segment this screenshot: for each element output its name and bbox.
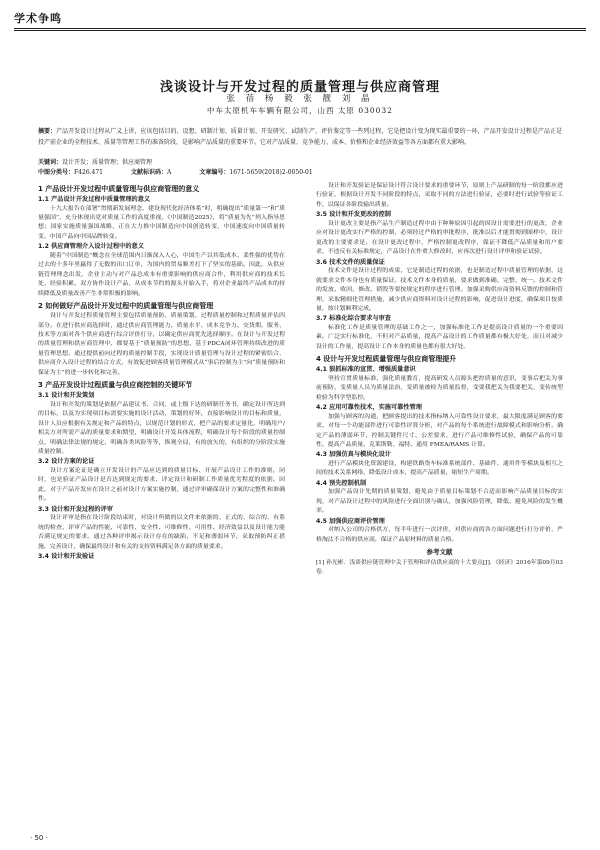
page-number: · 50 · (30, 834, 48, 842)
paragraph: 技术文件是设计过程的成果，它是制造过程的依据，也是制造过程中质量管理的依据，这就要求文件本身也有质量保证。技术文件本身的质量，要求做到准确、完整、统一。技术文件的发放、收回、修改、销毁等要按规定的程序进行管理。加强采购供应商资料反馈的控制和管理，采取精细化管理措施，减少供应商资料对设计过程的影响，促进设计进度，确保项目按质量、按计划顺利完成。 (316, 268, 563, 312)
header-rule-thin (14, 30, 586, 31)
clc-label: 中图分类号： (38, 169, 75, 176)
article-id (199, 168, 312, 178)
paragraph: 坚持宣贯质量标准，强化质量教育，提高研发人员源头把控质量的意识，变事后把关为事前预防，变质量人员为质量法治，变质量被检为质量监督，变要我把关为我要把关，变传统型检验为科学型监控。 (316, 375, 563, 401)
paragraph: 对纳入公司的合格供方，每半年进行一次评价，对供应商的各方面问题进行打分评价，严格淘汰不合格的供应商，保证产品原材料的质量合格。 (316, 527, 563, 543)
keywords-label: 关键词： (38, 159, 63, 166)
subsection-heading: 4.3 加强仿真与模块化设计 (316, 451, 391, 459)
subsection-heading: 4.2 应用可靠性技术，实施可靠性管理 (316, 404, 422, 412)
right-column (316, 182, 563, 577)
paragraph: 随着“中国制造”概念在全球范围内日渐深入人心，中国生产以其低成本、柔性强的优势在过去的十多年里赢得了无数的出口订单，为国内的贸易顺差打下了坚实的基础。因此，从供应链管理理念出发，企业主动与对产品总成本有重要影响的供应商合作，利用供应商的技术长处、经验积累，双方协作设计产品，从成本节约的源头开始入手，将对企业最终产品成本的持续降低及质量改善产生非常积极的影响。 (38, 252, 285, 297)
subsection-heading: 4.4 预先控制机制 (316, 479, 367, 487)
section-header: 学术争鸣 (14, 12, 62, 25)
paper-authors: 张 蓓 杨 毅 张 靓 刘 晶 (226, 94, 374, 104)
header-rule (14, 28, 586, 29)
paragraph: 加强产品设计先期的质量策划，避免由于质量目标策划不合适而影响产品质量目标的实现，对产品设计过程中的风险进行全面识别与确认，加强风险管理，降低、避免风险的发生概率。 (316, 489, 563, 515)
paper-title: 浅谈设计与开发过程的质量管理与供应商管理 (159, 80, 440, 95)
subsection-heading: 3.5 设计和开发更改的控制 (316, 211, 391, 219)
section-heading: 3 产品开发设计过程质量与供应商控制的关键环节 (38, 381, 193, 390)
doc-code (131, 168, 171, 178)
clc-value: F426.471 (74, 169, 103, 176)
paper-affiliation: 中车太原机车车辆有限公司，山西 太原 030032 (207, 106, 393, 115)
left-column (38, 182, 285, 562)
doc-label: 文献标识码： (131, 169, 168, 176)
reference-item: [1] 孙光彬．浅谈供应链管理中关于管理和评估供应商的十大要点[J]．《经济》2016年第09月03卷． (316, 559, 563, 575)
subsection-heading: 1.2 供应商管理介入设计过程中的意义 (38, 243, 144, 251)
clc-code (38, 168, 103, 178)
section-heading: 2 如何做好产品设计开发过程中的质量管理与供应商管理 (38, 302, 214, 311)
article-meta (38, 168, 562, 178)
paragraph: 十九大报告在部署“贯彻新发展理念，建设现代化经济体系”时，明确提出“质量第一”和“质量强国”，充分体现出党对质量工作的高度重视。《中国制造2025》，将“质量为先”列入指导思想；国家实施质量强国战略，正在大力推中国制造向中国创造转变、中国速度向中国质量转变、中国产品向中国品牌转变。 (38, 205, 285, 240)
subsection-heading: 4.1 狠抓标准的宣贯、增强质量意识 (316, 366, 416, 374)
doc-value: A (167, 169, 172, 176)
paragraph: 设计方案论证是确立开发设计的产品应达到的质量目标、开展产品设计工作的准则，同时，也是验证产品设计是否达到规定的要求、评定设计和研制工作质量优劣程度的依据。因此，对于产品开发应在设计之前对设计方案实施控制，通过评审确保设计方案的完整性和准确性。 (38, 467, 285, 503)
paragraph: 设计更改主要是指产品生产制造过程中由于种种原因引起的因设计需要进行的更改，企业应对设计更改实行严格的控制，必须经过严格的审批程序，批准以后才能贯彻到图样中，设计更改的主要要求是，在设计更改过程中，严格控制更改程序，保证不降低产品质量和用户要求，不违反有关标准规定，产品设计在作重大修改时，应再次进行设计评审和验证试验。 (316, 220, 563, 256)
id-label: 文章编号： (199, 169, 230, 176)
id-value: 1671-5659(2018)2-0050-01 (229, 169, 313, 176)
paragraph: 设计评审是指在设计阶段结束时，对设计所做的以文件来依据的、正式的、综合的、有系统的检查，评审产品的性能、可靠性、安全性、可维修性、可用性、经济效益以及设计能力能否满足规定的要求。通过各种评审揭示设计存在的缺陷，不足和薄弱环节，采取预防纠正措施，完善设计，确保最终设计和有关的支持资料满足各方面的质量要求。 (38, 515, 285, 550)
paragraph: 进行产品模块化资源建设，构建铁路货车标准系统部件、基础件、通用件等模块及相互之间的技术关系网络，降低设计成本，提高产品质量，缩短生产周期。 (316, 460, 563, 477)
abstract (38, 126, 562, 148)
subsection-heading: 3.1 设计和开发策划 (38, 392, 95, 400)
paragraph: 标准化工作是质量管理的基础工作之一，加强标准化工作是提高设计质量的一个重要因素。广泛实行标准化，不但对产品质量，提高产品设计的工作质量都有极大好处，而且对减少设计的工作量，提高设计工作本身的质量也都有很大好处。 (316, 324, 563, 350)
keywords-text: 设计开发；质量管理；供应商管理 (62, 159, 153, 166)
keywords (38, 158, 562, 168)
abstract-text: 产品开发设计过程从广义上讲，应该包括目的、设想、研制计划、质量计划、开发研究、试制生产、评价鉴定等一些列过程，它是把设计变为现实最重要的一环，产品开发设计过程是产品正是投产前企业的全程技术、质量等管理工作的准备阶段，是影响产品质量的重要环节。它对产品质量、竞争能力、成本、价格和企业经济效益等各方面都有重大影响。 (38, 128, 562, 146)
paragraph: 设计与开发过程质量管理主要包括质量预防、质量策划、过程质量控制和过程质量评估四部分。在进行供应商选择时，通过供应商管理能力、质量水平、成本竞争力、交货期、服务、技术等方面对各个供应商进行综合评价打分，以确定供应商优先选择顺序。在设计与开发过程的质量管理和供应商管理中，都要基于“质量预防”的思想，基于PDCA闭环管理持续改进的质量管理思想，通过提供前向过程的质量控制手段，实现设计质量管理与设计过程的紧密结合，供应商介入设计过程的结合方式，有效促进顾客质量管理模式从“事后控制为主”向“质量预防和保证为主”的进一步转化和完善。 (38, 313, 285, 376)
subsection-heading: 3.3 设计和开发过程的评审 (38, 505, 113, 513)
subsection-heading: 4.5 加强供应商评价管理 (316, 517, 385, 525)
subsection-heading: 3.6 技术文件的质量保证 (316, 258, 385, 266)
references-heading: 参考文献 (426, 548, 453, 557)
subsection-heading: 3.2 设计方案的论证 (38, 458, 95, 466)
subsection-heading: 3.4 设计和开发验证 (38, 553, 95, 561)
paragraph: 设计和开发验证是保证设计符合设计要求的重要环节，原则上产品研制的每一阶段都应进行验证，根据设计开发不同阶段的特点，采取不同的方法进行验证，必要时进行试验等验证工作，以保证各阶段输出质量。 (316, 183, 563, 208)
paragraph: 设计和开发的策划是依据产品建议书、合同、或上级下达的研制任务书，确定设计所达到的目标，以及为实现项目标需要实施的设计活动，策划的好坏，直接影响设计的目标和质量，设计人员应根据有关规定和产品的特点，以规范计划的形式，把产品的要求定量化，明确用户/相关方对所需产品的质量要求和期望，明确设计开发具体流程，明确设计每个阶段的质量控制点，明确法律法规的规定、明确各类风险等等，纵观全局，有的放矢的，有组织的分阶段实施质量控制。 (38, 401, 285, 456)
subsection-heading: 1.1 产品设计开发过程中质量管理的意义 (38, 196, 151, 203)
section-heading: 4 设计与开发过程质量管理与供应商管理提升 (316, 355, 457, 364)
paragraph: 加强与顾客的沟通，把顾客提出的技术指标纳入可靠性设计要求，最大限度满足顾客的要求，对每一个功能部件进行可靠性评算分析，对产品的每个系统进行故障模式和影响分析，确定产品的薄弱环节，控制关键件尺寸、公差要求，进行产品可维修性试验，确保产品的可靠性，提高产品质量。克莱斯勒、福特、通用 FMEA/RAMS 计算。 (316, 413, 563, 449)
section-heading: 1 产品设计开发过程中质量管理与供应商管理的意义 (38, 185, 200, 193)
abstract-label: 摘要： (38, 128, 57, 135)
subsection-heading: 3.7 标准化综合要求与审查 (316, 315, 391, 323)
